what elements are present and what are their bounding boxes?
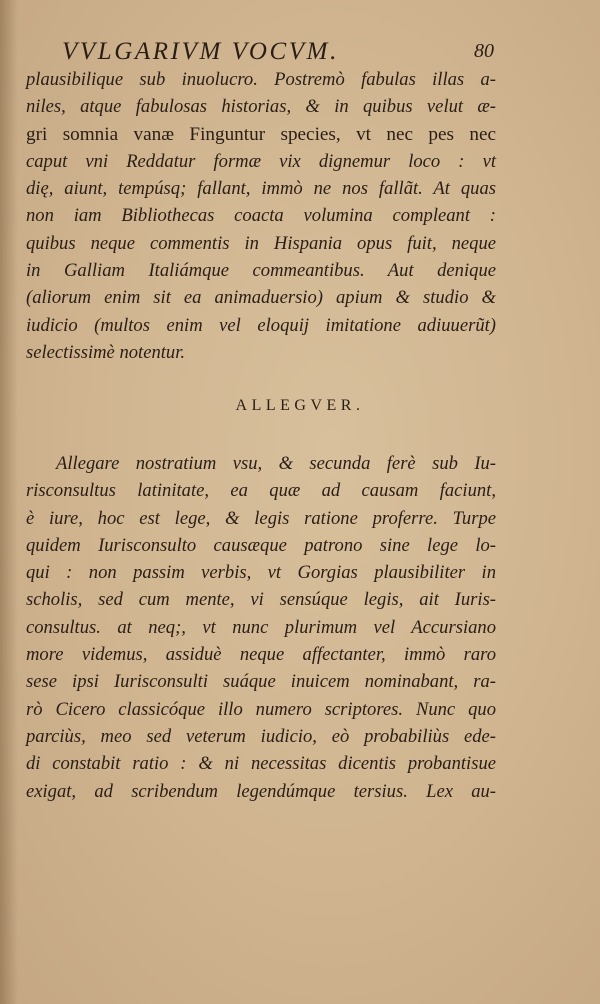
text-line: selectissimè notentur. xyxy=(26,341,186,363)
text-line: gri somnia vanæ Finguntur species, vt nec pes nec xyxy=(26,123,496,145)
text-line: Allegare nostratium vsu, & secunda ferè sub Iu- xyxy=(56,453,496,474)
text-line: niles, atque fabulosas historias, & in quibus velut æ- xyxy=(26,96,496,118)
text-line: è iure, hoc est lege, & legis ratione proferre. Turpe xyxy=(26,507,496,529)
text-line: scholis, sed cum mente, vi sensúque legis, ait Iuris- xyxy=(26,589,496,611)
gutter-shadow xyxy=(0,0,18,1004)
text-line: sese ipsi Iurisconsulti suáque inuicem nominabant, ra- xyxy=(26,671,496,693)
text-line: parciùs, meo sed veterum iudicio, eò probabiliùs ede- xyxy=(26,725,496,747)
text-line: quidem Iurisconsulto causæque patrono sine lege lo- xyxy=(26,534,496,556)
paragraph-top xyxy=(26,66,496,366)
text-line: di constabit ratio : & ni necessitas dicentis probantisue xyxy=(26,753,496,775)
text-line: plausibilique sub inuolucro. Postremò fabulas illas a- xyxy=(26,69,496,90)
page-number: 80 xyxy=(474,40,494,62)
text-line: non iam Bibliothecas coacta volumina compleant : xyxy=(26,205,496,227)
text-line: consultus. at neq;, vt nunc plurimum vel Accursiano xyxy=(26,616,496,638)
running-head xyxy=(62,38,492,68)
text-line: qui : non passim verbis, vt Gorgias plausibiliter in xyxy=(26,562,496,584)
text-line: dię, aiunt, tempúsq; fallant, immò ne nos fallãt. At quas xyxy=(26,178,496,200)
text-line: iudicio (multos enim vel eloquij imitatione adiuuerũt) xyxy=(26,314,496,336)
running-title: VVLGARIVM VOCVM. xyxy=(62,38,339,65)
text-line: risconsultus latinitate, ea quæ ad causam faciunt, xyxy=(26,480,496,502)
text-line: rò Cicero classicóque illo numero scriptores. Nunc quo xyxy=(26,698,496,720)
text-line: more videmus, assiduè neque affectanter, immò raro xyxy=(26,644,496,666)
paragraph-bottom xyxy=(26,450,496,805)
text-line: (aliorum enim sit ea animaduersio) apium & studio & xyxy=(26,287,496,309)
section-heading: ALLEGVER. xyxy=(235,397,365,414)
text-line: exigat, ad scribendum legendúmque tersius. Lex au- xyxy=(26,780,496,802)
text-line: caput vni Reddatur formæ vix dignemur loco : vt xyxy=(26,150,496,172)
text-line: in Galliam Italiámque commeantibus. Aut denique xyxy=(26,260,496,282)
text-line: quibus neque commentis in Hispania opus fuit, neque xyxy=(26,232,496,254)
